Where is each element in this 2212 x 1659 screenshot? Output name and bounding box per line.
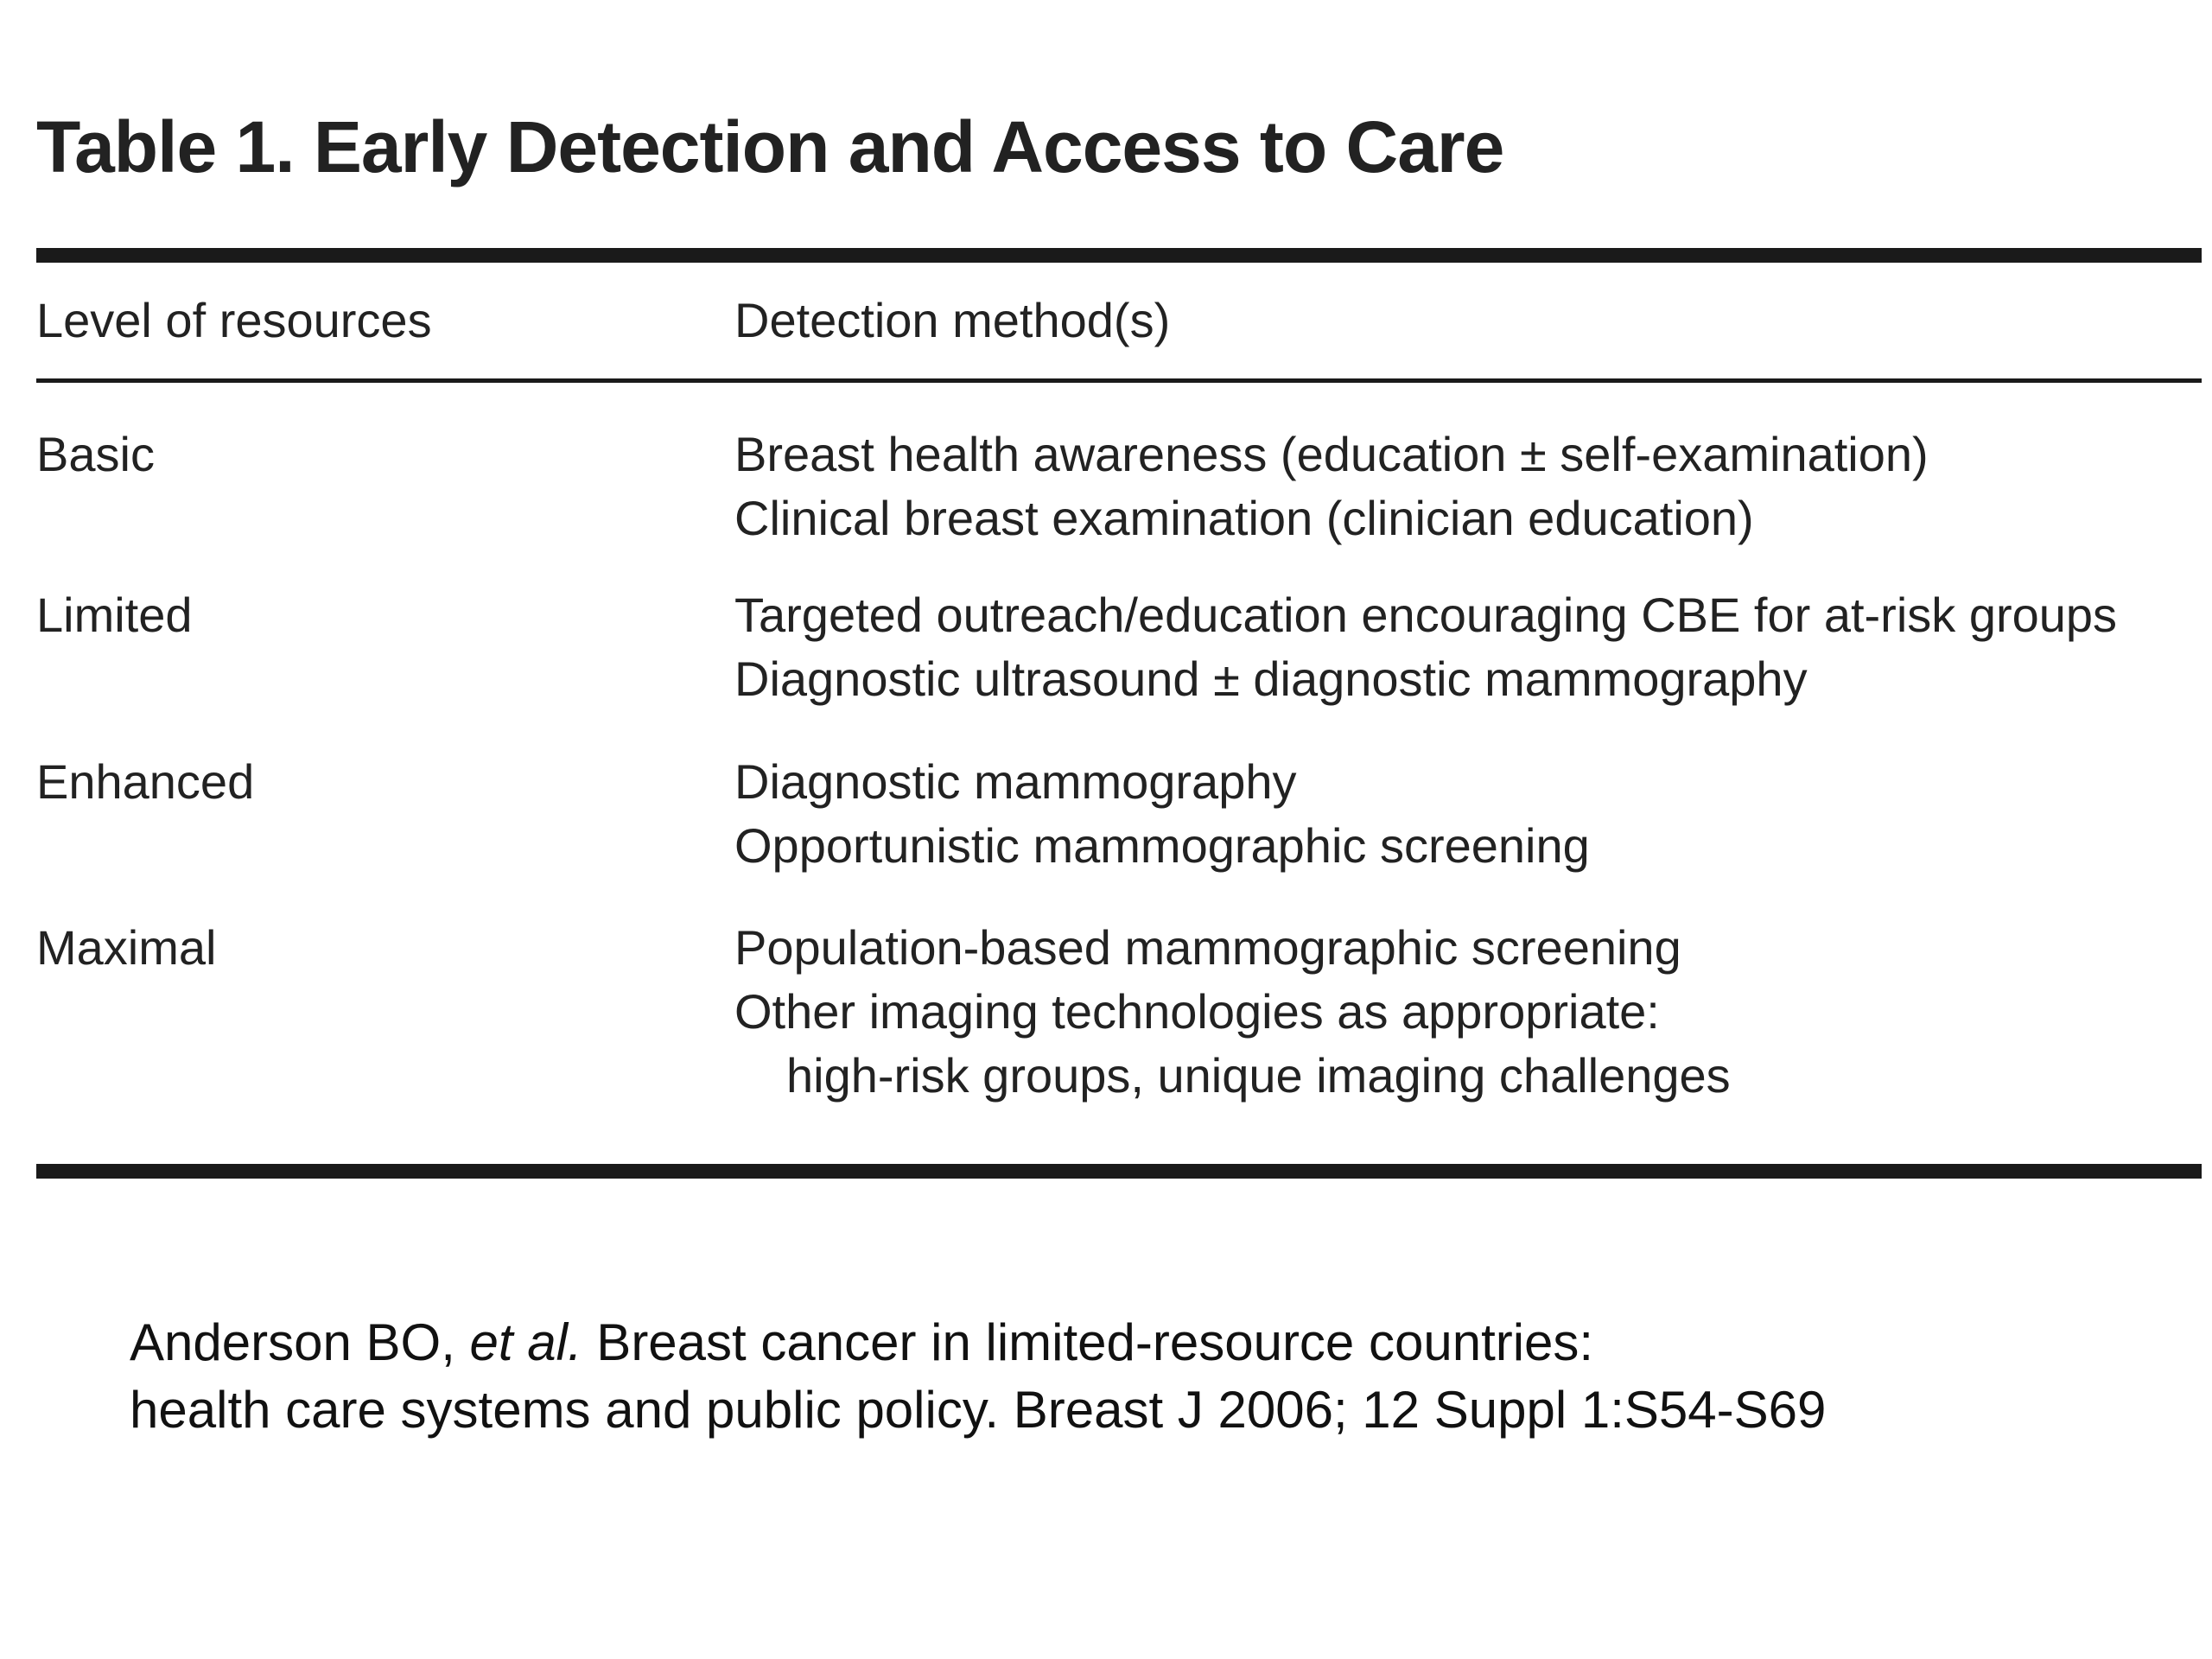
method-line: Diagnostic mammography xyxy=(734,754,1297,809)
citation-line-2: health care systems and public policy. Breast J 2006; 12 Suppl 1:S54-S69 xyxy=(130,1381,1827,1439)
method-line: Population-based mammographic screening xyxy=(734,920,1681,975)
row-basic-methods xyxy=(734,423,1929,550)
method-line: Clinical breast examination (clinician education) xyxy=(734,491,1754,545)
row-limited-level: Limited xyxy=(36,588,193,642)
column-header-level: Level of resources xyxy=(36,293,432,347)
method-line: Targeted outreach/education encouraging CBE for at-risk groups xyxy=(734,588,2118,642)
column-header-methods: Detection method(s) xyxy=(734,293,1171,347)
row-limited-methods xyxy=(734,583,2117,711)
row-enhanced-level: Enhanced xyxy=(36,754,255,809)
method-line: Other imaging technologies as appropriate: xyxy=(734,984,1660,1039)
citation-title-start: Breast cancer in limited-resource countries: xyxy=(582,1313,1594,1371)
row-maximal-methods xyxy=(734,916,1731,1108)
table-title: Table 1. Early Detection and Access to Care xyxy=(36,106,1504,188)
method-line: Opportunistic mammographic screening xyxy=(734,818,1590,873)
method-line: high-risk groups, unique imaging challenges xyxy=(786,1048,1731,1103)
method-line: Breast health awareness (education ± self-examination) xyxy=(734,427,1929,481)
citation-line-1 xyxy=(130,1309,1826,1376)
top-rule xyxy=(36,248,2202,263)
method-line: Diagnostic ultrasound ± diagnostic mammography xyxy=(734,652,1808,706)
header-rule xyxy=(36,378,2202,383)
row-basic-level: Basic xyxy=(36,427,155,481)
row-maximal-level: Maximal xyxy=(36,920,217,975)
citation xyxy=(130,1309,1826,1444)
bottom-rule xyxy=(36,1164,2202,1179)
row-enhanced-methods xyxy=(734,750,1590,878)
citation-authors: Anderson BO, xyxy=(130,1313,470,1371)
citation-etal: et al. xyxy=(469,1313,582,1371)
